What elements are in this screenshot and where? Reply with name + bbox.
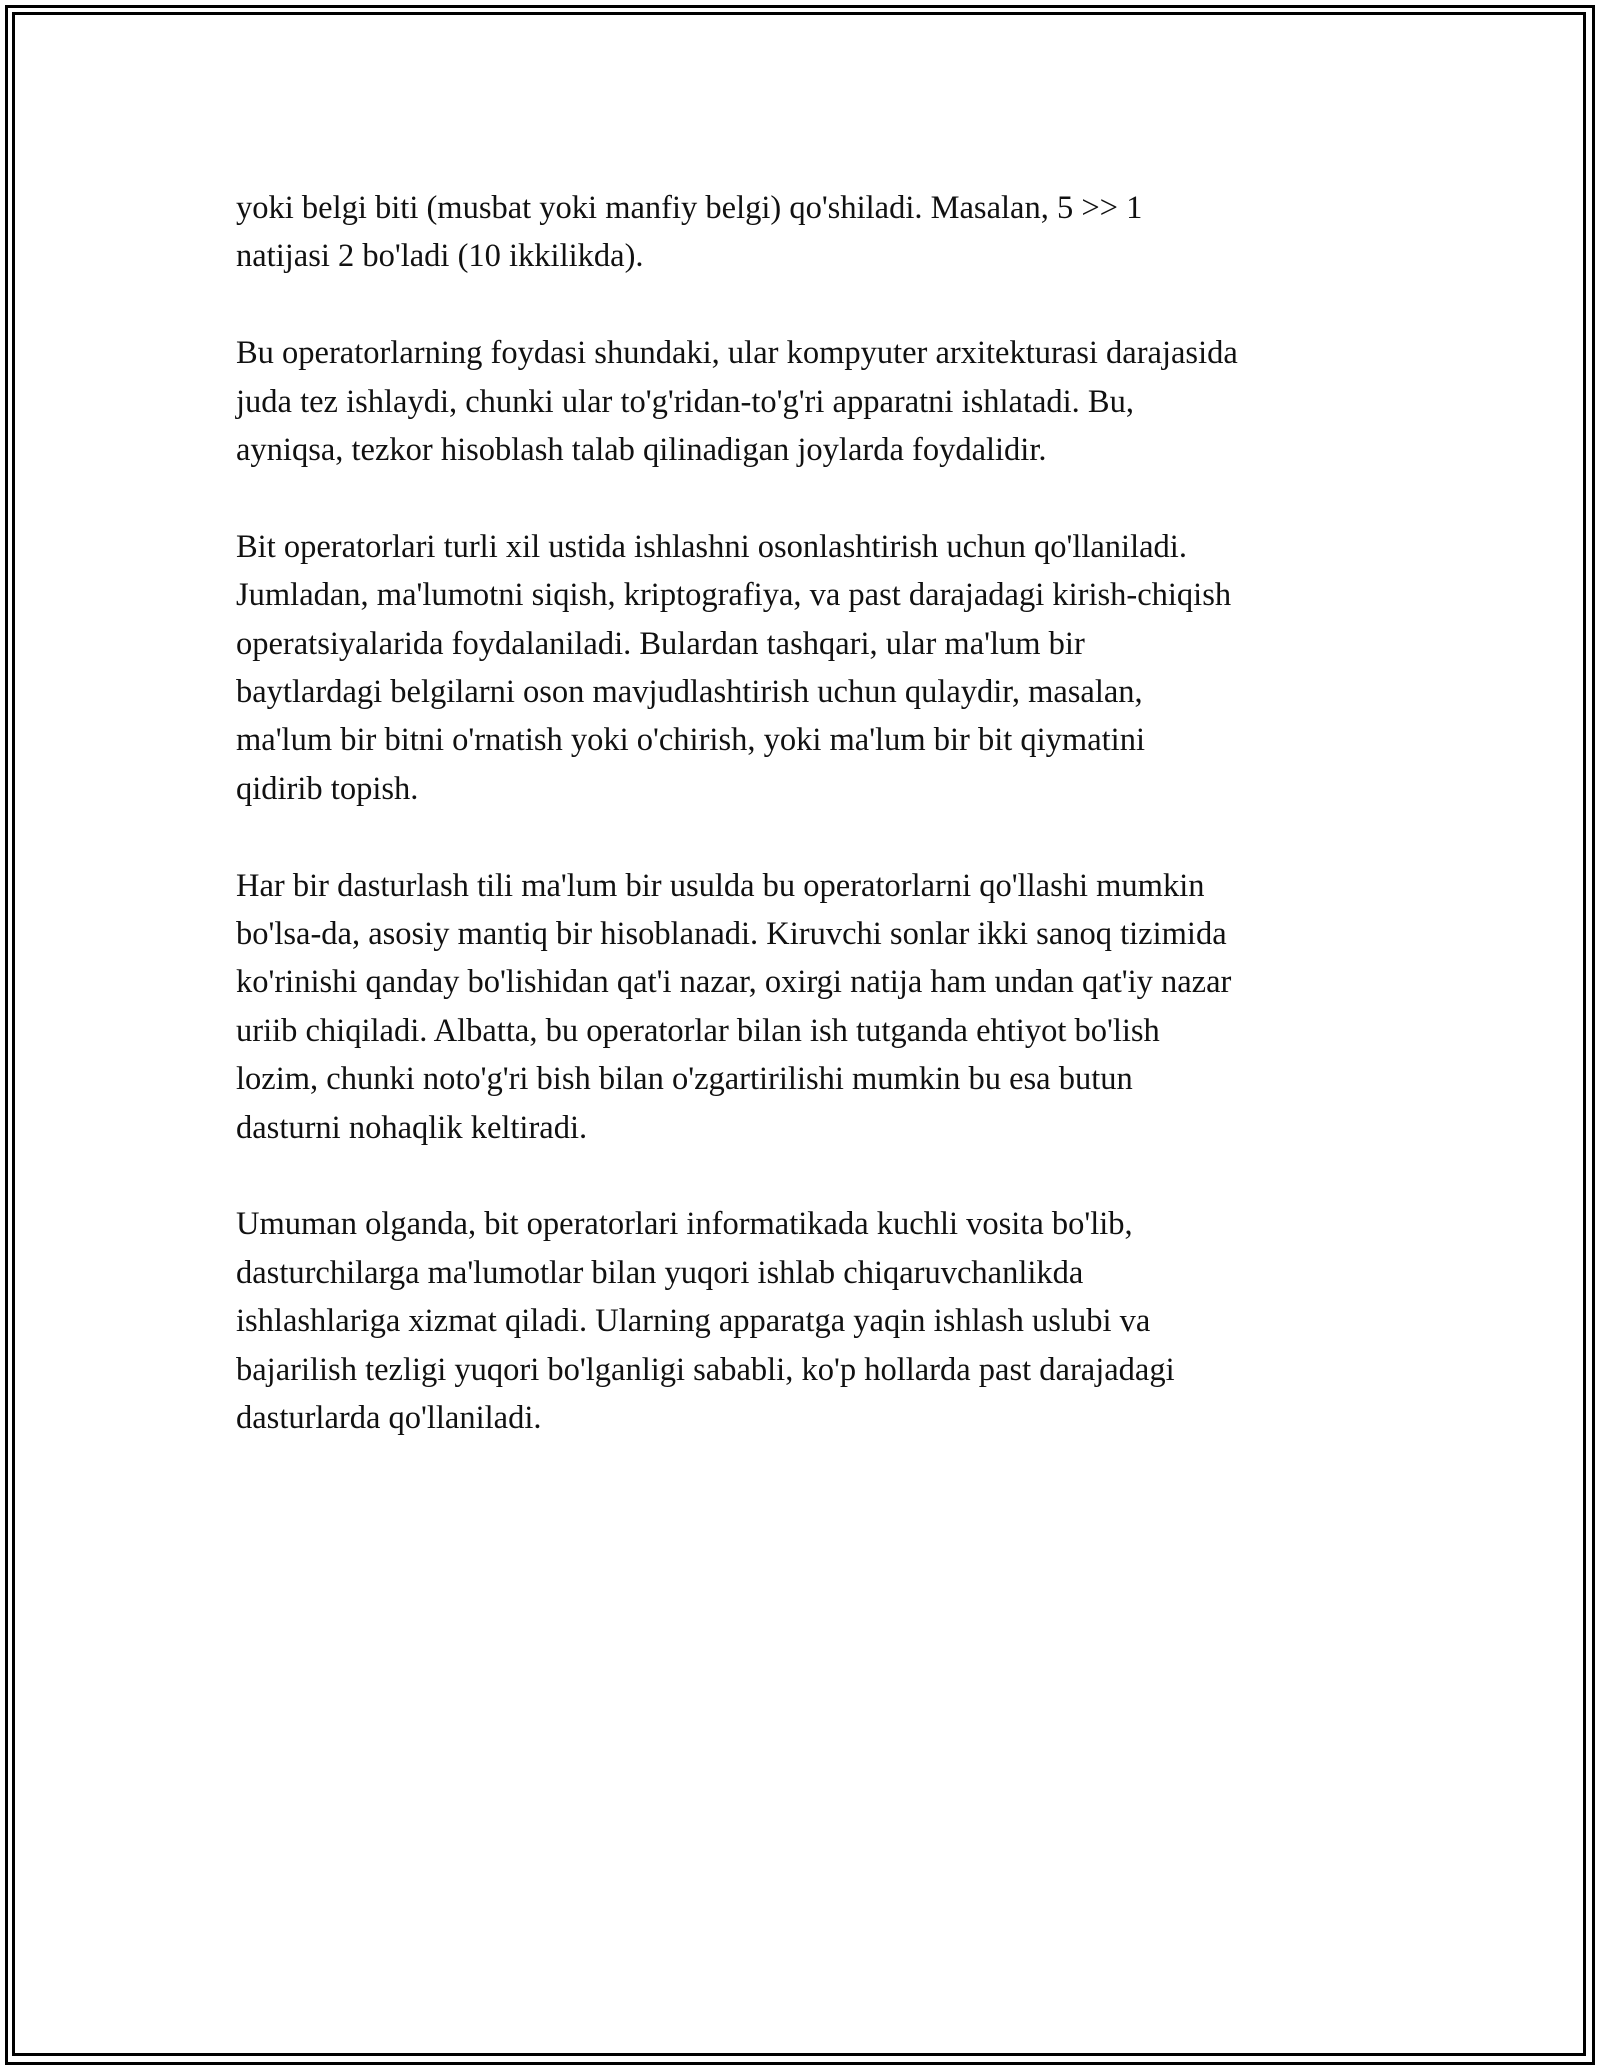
text-line: dasturni nohaqlik keltiradi. <box>236 1109 588 1146</box>
text-line: ko'rinishi qanday bo'lishidan qat'i nazar, oxirgi natija ham undan qat'iy nazar <box>236 964 1232 1001</box>
paragraph-5 <box>236 1200 1396 1442</box>
text-line: baytlardagi belgilarni oson mavjudlashtirish uchun qulaydir, masalan, <box>236 674 1143 711</box>
text-line: qidirib topish. <box>236 770 419 807</box>
text-line: Bit operatorlari turli xil ustida ishlashni osonlashtirish uchun qo'llaniladi. <box>236 528 1187 565</box>
text-line: uriib chiqiladi. Albatta, bu operatorlar bilan ish tutganda ehtiyot bo'lish <box>236 1012 1160 1049</box>
text-line: operatsiyalarida foydalaniladi. Bulardan tashqari, ular ma'lum bir <box>236 625 1085 662</box>
text-line: ayniqsa, tezkor hisoblash talab qilinadigan joylarda foydalidir. <box>236 432 1047 469</box>
text-line: natijasi 2 bo'ladi (10 ikkilikda). <box>236 238 644 275</box>
text-line: bajarilish tezligi yuqori bo'lganligi sababli, ko'p hollarda past darajadagi <box>236 1351 1175 1388</box>
paragraph-3 <box>236 523 1396 813</box>
text-line: lozim, chunki noto'g'ri bish bilan o'zgartirilishi mumkin bu esa butun <box>236 1061 1133 1098</box>
paragraph-2 <box>236 329 1396 474</box>
text-line: juda tez ishlaydi, chunki ular to'g'ridan-to'g'ri apparatni ishlatadi. Bu, <box>236 383 1134 420</box>
text-line: dasturlarda qo'llaniladi. <box>236 1400 542 1437</box>
text-line: ishlashlariga xizmat qiladi. Ularning apparatga yaqin ishlash uslubi va <box>236 1303 1151 1340</box>
text-line: Jumladan, ma'lumotni siqish, kriptografiya, va past darajadagi kirish-chiqish <box>236 577 1232 614</box>
text-line: Har bir dasturlash tili ma'lum bir usulda bu operatorlarni qo'llashi mumkin <box>236 867 1205 904</box>
text-line: bo'lsa-da, asosiy mantiq bir hisoblanadi. Kiruvchi sonlar ikki sanoq tizimida <box>236 916 1227 953</box>
text-line: ma'lum bir bitni o'rnatish yoki o'chirish, yoki ma'lum bir bit qiymatini <box>236 722 1145 759</box>
paragraph-4 <box>236 862 1396 1152</box>
paragraph-1 <box>236 184 1396 281</box>
text-line: dasturchilarga ma'lumotlar bilan yuqori ishlab chiqaruvchanlikda <box>236 1254 1084 1291</box>
text-line: yoki belgi biti (musbat yoki manfiy belgi) qo'shiladi. Masalan, 5 >> 1 <box>236 190 1143 226</box>
document-body <box>236 184 1396 1491</box>
text-line: Umuman olganda, bit operatorlari informatikada kuchli vosita bo'lib, <box>236 1206 1133 1243</box>
text-line: Bu operatorlarning foydasi shundaki, ular kompyuter arxitekturasi darajasida <box>236 335 1238 372</box>
